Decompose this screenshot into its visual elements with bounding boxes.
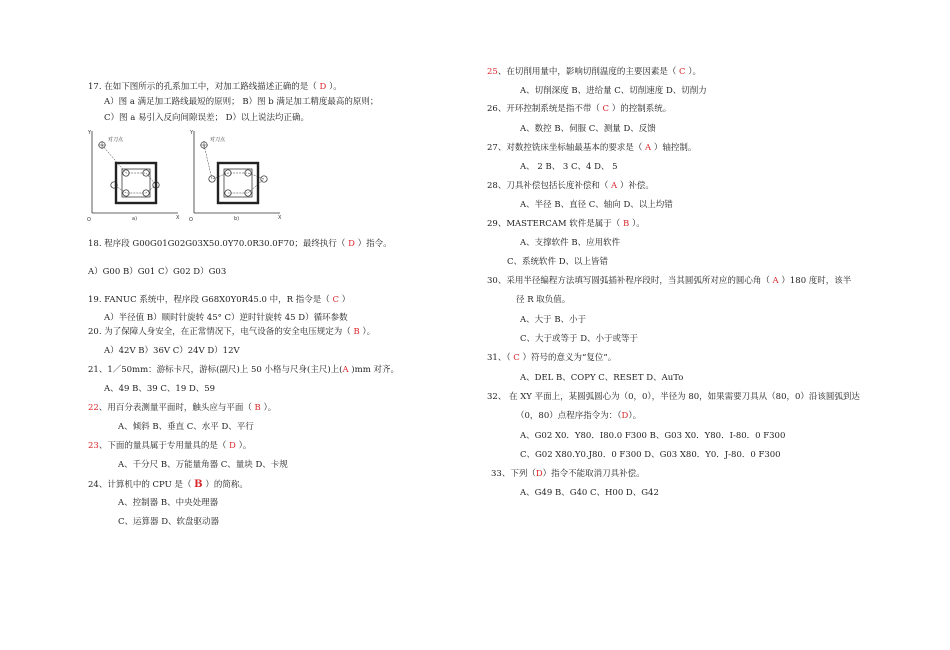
q22-number: 22 <box>88 403 99 413</box>
fig-a-y-axis: Y <box>88 130 92 136</box>
q33-answer: D <box>535 469 543 479</box>
q31-stem: 31、（ C ）符号的意义为“复位”。 <box>487 353 617 363</box>
q22-answer: B <box>254 403 261 413</box>
q21-stem: 21、1／50mm：游标卡尺，游标(副尺)上 50 小格与尺身(主尺)上(A )mm 对齐。 <box>88 365 399 375</box>
fig-b-origin: O <box>189 217 193 223</box>
q32-answer: D <box>621 411 629 421</box>
fig-a-caption: a) <box>132 216 138 222</box>
q23-options: A、千分尺 B、万能量角器 C、量块 D、卡规 <box>118 460 288 470</box>
q27-stem: 27、对数控铣床坐标轴最基本的要求是（ A ）轴控制。 <box>487 143 697 153</box>
q22-options: A、倾斜 B、垂直 C、水平 D、平行 <box>118 422 254 432</box>
q27-answer: A <box>645 143 652 153</box>
fig-b-caption: b) <box>234 216 240 222</box>
q30-options-2: C、大于或等于 D、小于或等于 <box>520 334 639 344</box>
q30-options-1: A、大于 B、小于 <box>520 315 587 325</box>
q31-options: A、DEL B、COPY C、RESET D、AuTo <box>520 373 684 383</box>
fig-a-origin: O <box>87 217 91 223</box>
q17-options-1: A）图 a 满足加工路线最短的原则； B）图 b 满足加工精度最高的原则； <box>104 97 379 107</box>
q24-stem: 24、计算机中的 CPU 是（ B ）的简称。 <box>88 479 248 490</box>
q28-answer: A <box>611 181 618 191</box>
q19-answer: C <box>332 295 339 305</box>
q18-answer: D <box>348 239 355 249</box>
q29-answer: B <box>623 219 630 229</box>
q21-options: A、49 B、39 C、19 D、59 <box>104 384 216 394</box>
q25-options: A、切削深度 B、进给量 C、切削速度 D、切削力 <box>520 86 707 96</box>
q32-options-2: C、G02 X80.Y0.J80．0 F300 D、G03 X80．Y0．J-80．0 F300 <box>520 450 781 460</box>
q32-continuation: （0，80）点程序指令为：（D）。 <box>516 411 642 421</box>
q17-stem: 17. 在如下图所示的孔系加工中，对加工路线描述正确的是（ D ）。 <box>88 82 342 92</box>
q25-stem: 25、在切削用量中，影响切削温度的主要因素是（ C ）。 <box>487 67 702 77</box>
q18-stem: 18. 程序段 G00G01G02G03X50.0Y70.0R30.0F70；最终执行（ D ）指令。 <box>88 239 392 249</box>
q24-answer: B <box>194 479 203 490</box>
q19-options: A）半径值 B）顺时针旋转 45° C）逆时针旋转 45 D）循环参数 <box>104 313 348 323</box>
q33-stem: 33、下列（D）指令不能取消刀具补偿。 <box>491 469 645 479</box>
q29-options-1: A、支撑软件 B、应用软件 <box>520 238 621 248</box>
q20-answer: B <box>353 327 360 337</box>
q18-options: A）G00 B）G01 C）G02 D）G03 <box>88 267 227 277</box>
q30-continuation: 径 R 取负值。 <box>516 295 571 305</box>
q23-answer: D <box>229 441 236 451</box>
q17-answer: D <box>319 82 327 92</box>
q17-options-2: C）图 a 易引入反向间隙误差； D）以上说法均正确。 <box>104 113 309 123</box>
q19-stem: 19. FANUC 系统中，程序段 G68X0Y0R45.0 中，R 指令是（ C ） <box>88 295 351 305</box>
q24-options-1: A、控制器 B、中央处理器 <box>118 498 219 508</box>
q20-stem: 20. 为了保障人身安全，在正常情况下，电气设备的安全电压规定为（ B ）。 <box>88 327 376 337</box>
q29-stem: 29、MASTERCAM 软件是属于（ B ）。 <box>487 219 645 229</box>
figure-a <box>86 127 186 223</box>
q22-stem: 22、用百分表测量平面时，触头应与平面（ B ）。 <box>88 403 277 413</box>
q29-options-2: C、系统软件 D、以上皆错 <box>507 257 609 267</box>
q21-answer: A <box>342 365 349 375</box>
q27-options: A、 2 B、 3 C、4 D、 5 <box>520 162 618 172</box>
q25-number: 25 <box>487 67 498 77</box>
q20-options: A）42V B）36V C）24V D）12V <box>104 346 240 356</box>
q32-options-1: A、G02 X0．Y80．I80.0 F300 B、G03 X0．Y80．I-80．0 F300 <box>520 431 786 441</box>
q33-options: A、G49 B、G40 C、H00 D、G42 <box>520 488 659 498</box>
q26-options: A、数控 B、伺服 C、测量 D、反馈 <box>520 124 656 134</box>
fig-b-tool-label: 对刀点 <box>210 137 226 143</box>
q23-number: 23 <box>88 441 99 451</box>
q30-stem: 30、采用半径编程方法填写圆弧插补程序段时，当其圆弧所对应的圆心角（ A ）180 度时，该半 <box>487 276 852 286</box>
q25-answer: C <box>679 67 686 77</box>
figure-b <box>188 127 288 223</box>
q26-answer: C <box>602 104 610 114</box>
fig-a-tool-label: 对刀点 <box>108 137 124 143</box>
q31-answer: C <box>513 353 520 363</box>
q32-stem: 32、 在 XY 平面上，某圆弧圆心为（0，0），半径为 80，如果需要刀具从（80，0）沿该圆弧到达 <box>487 392 860 402</box>
q30-answer: A <box>772 276 779 286</box>
fig-b-y-axis: Y <box>190 130 194 136</box>
fig-a-x-axis: X <box>176 215 180 221</box>
q24-options-2: C、运算器 D、软盘驱动器 <box>118 517 220 527</box>
fig-b-x-axis: X <box>278 215 282 221</box>
q28-options: A、半径 B、直径 C、轴向 D、以上均错 <box>520 200 673 210</box>
q26-stem: 26、开环控制系统是指不带（ C ）的控制系统。 <box>487 104 672 114</box>
q23-stem: 23、下面的量具属于专用量具的是（ D ）。 <box>88 441 252 451</box>
q28-stem: 28、刀具补偿包括长度补偿和（ A ）补偿。 <box>487 181 654 191</box>
